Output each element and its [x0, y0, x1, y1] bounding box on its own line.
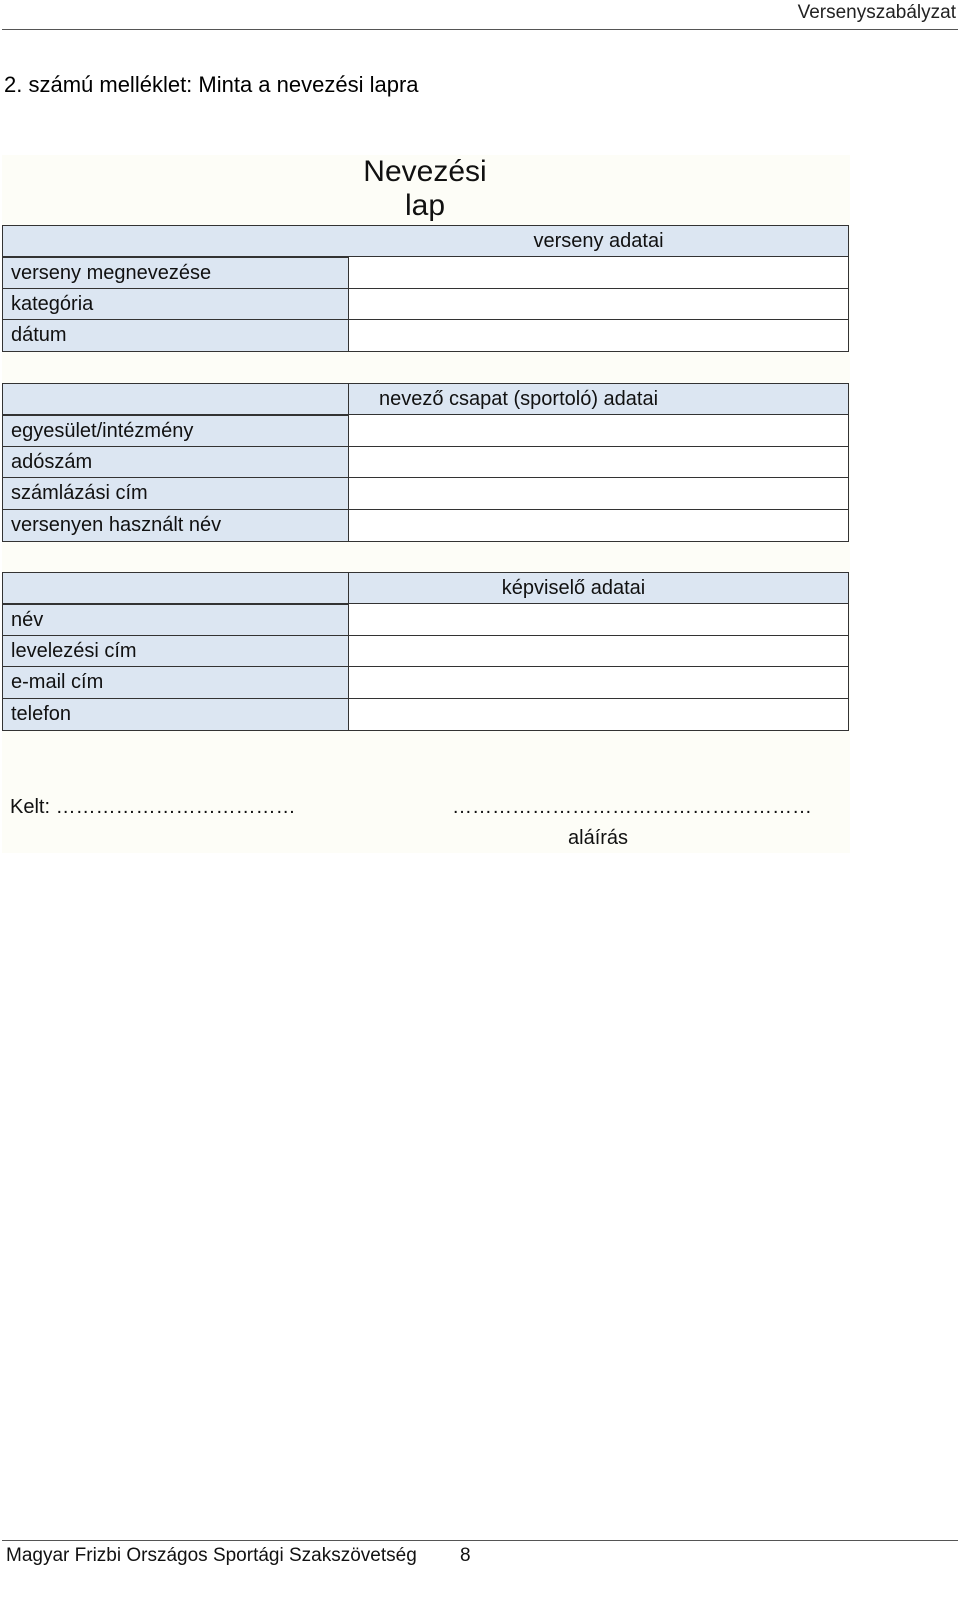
- annex-title: 2. számú melléklet: Minta a nevezési lapra: [4, 72, 419, 97]
- field-phone[interactable]: [348, 699, 849, 731]
- label-date: dátum: [2, 320, 349, 352]
- section-heading: verseny adatai: [533, 230, 664, 252]
- field-category[interactable]: [348, 289, 849, 320]
- section-header-spacer: [2, 572, 349, 604]
- label-mailing-address: levelezési cím: [2, 636, 349, 667]
- field-organization[interactable]: [348, 415, 849, 447]
- page-number: 8: [460, 1545, 471, 1566]
- section-header-team: [348, 383, 849, 415]
- field-name[interactable]: [348, 604, 849, 636]
- label-competition-name: verseny megnevezése: [2, 257, 349, 289]
- field-billing-address[interactable]: [348, 478, 849, 510]
- field-date[interactable]: [348, 320, 849, 352]
- running-header-title: Versenyszabályzat: [797, 2, 956, 23]
- field-mailing-address[interactable]: [348, 636, 849, 667]
- section-heading: képviselő adatai: [501, 577, 646, 599]
- date-line: Kelt: ………………………………: [10, 796, 296, 818]
- signature-label: aláírás: [568, 827, 629, 849]
- label-phone: telefon: [2, 699, 349, 731]
- field-competition-name[interactable]: [348, 257, 849, 289]
- field-email[interactable]: [348, 667, 849, 699]
- label-billing-address: számlázási cím: [2, 478, 349, 510]
- section-heading: nevező csapat (sportoló) adatai: [378, 388, 659, 410]
- signature-line: ………………………………………………: [452, 796, 812, 818]
- label-organization: egyesület/intézmény: [2, 415, 349, 447]
- label-category: kategória: [2, 289, 349, 320]
- label-name: név: [2, 604, 349, 636]
- section-header-competition: [348, 225, 849, 257]
- footer-organization: Magyar Frizbi Országos Sportági Szakszövetség: [6, 1545, 417, 1566]
- section-header-spacer: [2, 383, 349, 415]
- field-competition-name-used[interactable]: [348, 510, 849, 542]
- header-divider: [2, 29, 958, 30]
- section-header-representative: [348, 572, 849, 604]
- field-tax-number[interactable]: [348, 447, 849, 478]
- section-header-spacer: [2, 225, 349, 257]
- footer-divider: [2, 1540, 958, 1541]
- form-title: Nevezési lap: [363, 155, 487, 222]
- label-competition-name-used: versenyen használt név: [2, 510, 349, 542]
- label-email: e-mail cím: [2, 667, 349, 699]
- label-tax-number: adószám: [2, 447, 349, 478]
